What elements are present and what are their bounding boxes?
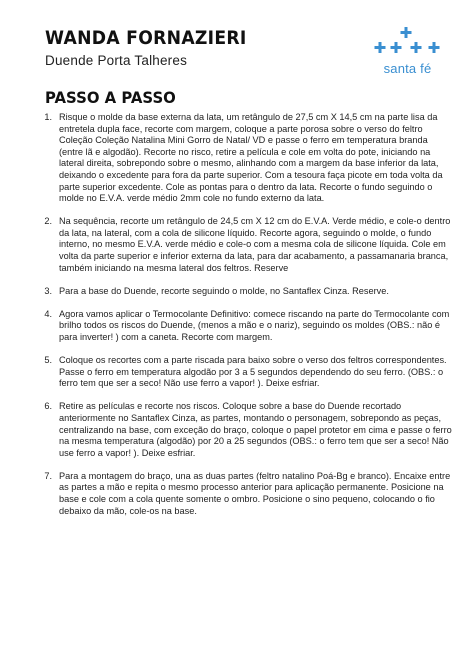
section-title: PASSO A PASSO bbox=[45, 88, 176, 107]
step-text: Agora vamos aplicar o Termocolante Definitivo: comece riscando na parte do Termocolante com brilho todos os riscos do Duende, (menos a mão e o nariz), seguindo os moldes (OBS.: não é para inverter! ) com a caneta. Recorte com margem. bbox=[59, 308, 450, 342]
step-item bbox=[22, 471, 452, 517]
step-number: 4. bbox=[44, 308, 52, 319]
step-item bbox=[22, 355, 452, 390]
step-number: 1. bbox=[44, 112, 52, 122]
step-text: Para a montagem do braço, una as duas partes (feltro natalino Poá-Bg e branco). Encaixe entre as partes a mão e repita o mesmo processo anterior para aplicação permanente. Posicione na base e cole com a cola quente somente o ombro. Posicione o sino pequeno, colocando o fio debaixo da mão, cole-os na base. bbox=[59, 470, 451, 516]
step-item bbox=[22, 286, 452, 298]
step-text: Para a base do Duende, recorte seguindo o molde, no Santaflex Cinza. Reserve. bbox=[59, 285, 389, 296]
step-text: Retire as películas e recorte nos riscos. Coloque sobre a base do Duende recortado anteriormente no Santaflex Cinza, as partes, montando o personagem, sobrepondo as peças, centralizando na base, com exceção do braço, coloque o papel protetor em cima e passe o ferro na mesma temperatura (algodão) por 20 a 25 segundos (OBS.: o ferro tem que ser a seco! Não use ferro a vapor! ). Deixe esfriar. bbox=[59, 401, 452, 458]
step-number: 5. bbox=[44, 355, 52, 366]
project-subtitle: Duende Porta Talheres bbox=[45, 53, 188, 68]
logo-text: santa fé bbox=[383, 61, 432, 76]
step-item bbox=[22, 112, 452, 205]
step-number: 6. bbox=[44, 401, 52, 412]
steps-list bbox=[22, 112, 452, 529]
step-text: Risque o molde da base externa da lata, um retângulo de 27,5 cm X 14,5 cm na parte lisa da entretela dupla face, recorte com margem, coloque a parte porosa sobre o verso do feltro Coleção Coleção Natalina Mini Gorro de Natal/ VD e passe o ferro em temperatura branda (entre lã e algodão). Recorte no risco, retire a película e cole em volta do pote, iniciando na lateral direita, sobrepondo sobre o mesmo, alinhando com a margem da base inferior da lata, deixando o excedente para fora da parte superior. Com a tesoura faça picote em toda volta da parte superior excedente. Cole as pontas para o dentro da lata. Recorte o fundo seguindo o molde no E.V.A. verde médio 2mm cole no fundo externo da lata. bbox=[59, 112, 443, 204]
step-item bbox=[22, 216, 452, 274]
step-text: Na sequência, recorte um retângulo de 24,5 cm X 12 cm do E.V.A. Verde médio, e cole-o dentro da lata, na lateral, com a cola de silicone líquido. Recorte agora, seguindo o molde, o fundo interno, no mesmo E.V.A. verde médio e cole-o com a mesma cola de silicone líquida. Cole em volta da parte superior e inferior externa da lata, para dar acabamento, a passamanaria branca, também iniciando na mesma lateral dos feltros. Reserve bbox=[59, 216, 451, 273]
santa-fe-logo bbox=[370, 25, 445, 80]
step-number: 3. bbox=[44, 285, 52, 296]
author-title: WANDA FORNAZIERI bbox=[45, 28, 247, 49]
step-item bbox=[22, 309, 452, 344]
step-number: 2. bbox=[44, 216, 52, 227]
step-text: Coloque os recortes com a parte riscada para baixo sobre o verso dos feltros correspondentes. Passe o ferro em temperatura algodão por 3 a 5 segundos dependendo do seu ferro. (OBS.: o ferro tem que ser a seco! Não use ferro a vapor! ). Deixe esfriar. bbox=[59, 355, 447, 389]
step-item bbox=[22, 401, 452, 459]
plus-crosses-icon bbox=[370, 25, 445, 61]
step-number: 7. bbox=[44, 470, 52, 481]
